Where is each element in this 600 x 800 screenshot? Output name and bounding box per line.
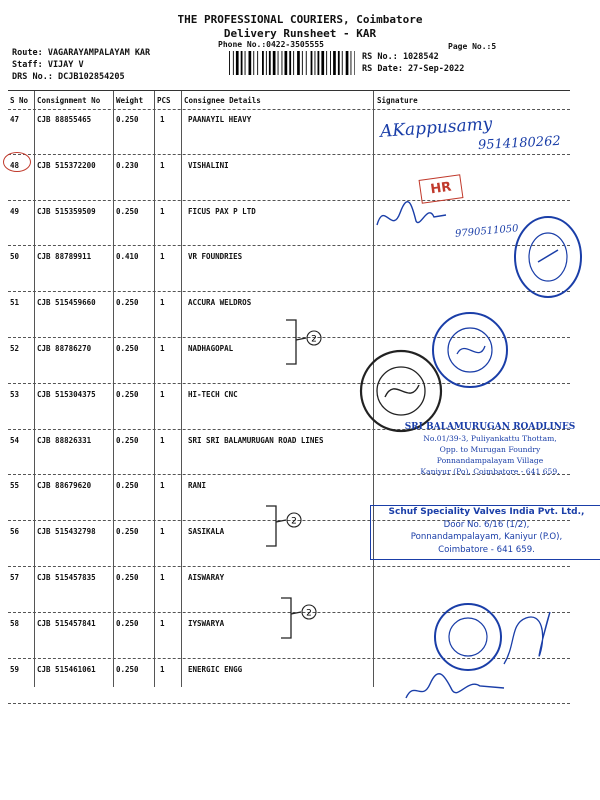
cell-consignee: IYSWARYA (188, 618, 225, 628)
cell-pcs: 1 (160, 344, 165, 353)
stamp-address-line: Ponnandampalayam Village (436, 456, 544, 465)
cell-consignment-no: CJB 88786270 (37, 344, 92, 353)
cell-weight: 0.250 (116, 573, 139, 582)
cell-sno: 59 (10, 664, 20, 674)
cell-consignment-no: CJB 515359509 (37, 206, 96, 216)
stamp-address-line: Opp. to Murugan Foundry (439, 445, 541, 454)
cell-consignment-no: CJB 88855465 (37, 115, 92, 124)
cell-pcs: 1 (160, 160, 165, 170)
cell-pcs: 1 (160, 389, 165, 399)
bracket-mark (262, 504, 312, 550)
bracket-mark (282, 318, 332, 368)
row-divider (8, 200, 570, 201)
cell-consignment-no: CJB 515457835 (37, 573, 96, 582)
cell-weight: 0.250 (116, 481, 139, 491)
cell-consignee: SASIKALA (188, 527, 225, 537)
cell-consignment-no: CJB 88679620 (37, 481, 92, 491)
cell-pcs: 1 (160, 435, 165, 445)
stamp-address-line: Coimbatore - 641 659. (438, 544, 535, 555)
vr-foundries-seal (512, 212, 584, 302)
table-top-border (8, 90, 570, 91)
cell-consignee: PAANAYIL HEAVY (188, 115, 252, 124)
cell-sno: 54 (10, 435, 20, 445)
cell-sno: 58 (10, 618, 20, 628)
bracket-count: 2 (311, 334, 317, 345)
cell-consignee: AISWARAY (188, 573, 225, 582)
signature-row-49 (372, 195, 452, 240)
runsheet-subtitle: Delivery Runsheet - KAR (223, 27, 377, 40)
cell-consignee: FICUS PAX P LTD (188, 206, 256, 216)
stamp-address-line: Kaniyur (Po), Coimbatore - 641 659. (420, 467, 560, 476)
column-header-consignment: Consignment No (37, 96, 101, 105)
cell-pcs: 1 (160, 252, 165, 262)
cell-pcs: 1 (160, 115, 165, 124)
bracket-mark (277, 596, 327, 642)
cell-weight: 0.250 (116, 618, 139, 628)
column-divider (113, 91, 114, 687)
cell-weight: 0.410 (116, 252, 139, 262)
runsheet-title: THE PROFESSIONAL COURIERS, Coimbatore (177, 13, 423, 26)
cell-consignee: VISHALINI (188, 160, 229, 170)
roadlines-address-stamp (380, 422, 600, 477)
cell-sno: 48 (10, 160, 20, 170)
schuf-address-stamp (370, 505, 600, 560)
cell-sno: 49 (10, 206, 20, 216)
cell-consignment-no: CJB 515459660 (37, 298, 96, 308)
row-divider (8, 245, 570, 246)
stamp-company-name: Schuf Speciality Valves India Pvt. Ltd., (388, 507, 585, 517)
column-header-consignee: Consignee Details (184, 96, 261, 105)
cell-weight: 0.250 (116, 344, 139, 353)
column-header-sno: S No (10, 96, 29, 105)
cell-sno: 55 (10, 481, 20, 491)
cell-sno: 50 (10, 252, 20, 262)
cell-consignment-no: CJB 515372200 (37, 160, 96, 170)
column-divider (181, 91, 182, 687)
cell-pcs: 1 (160, 527, 165, 537)
phone-handwritten-row-49: 9790511050 (454, 223, 519, 240)
cell-pcs: 1 (160, 664, 165, 674)
bracket-count: 2 (291, 516, 297, 527)
phone-handwritten-row-47: 9514180262 (477, 133, 562, 154)
cell-consignment-no: CJB 515304375 (37, 389, 96, 399)
cell-consignee: RANI (188, 481, 207, 491)
stamp-company-name: SRI BALAMURUGAN ROADLINES (404, 422, 576, 432)
cell-weight: 0.250 (116, 115, 139, 124)
row-divider (8, 154, 570, 155)
cell-consignee: ACCURA WELDROS (188, 298, 252, 308)
column-header-pcs: PCS (157, 96, 171, 105)
cell-pcs: 1 (160, 481, 165, 491)
circle-mark (3, 152, 31, 172)
cell-sno: 57 (10, 573, 20, 582)
cell-consignment-no: CJB 515457841 (37, 618, 96, 628)
cell-weight: 0.250 (116, 206, 139, 216)
staff-label: Staff: VIJAY V (12, 60, 84, 70)
cell-weight: 0.230 (116, 160, 139, 170)
drs-number: DRS No.: DCJB102854205 (12, 72, 125, 82)
cell-pcs: 1 (160, 573, 165, 582)
cell-pcs: 1 (160, 298, 165, 308)
column-divider (154, 91, 155, 687)
cell-consignment-no: CJB 88789911 (37, 252, 92, 262)
cell-sno: 52 (10, 344, 20, 353)
cell-consignee: ENERGIC ENGG (188, 664, 243, 674)
signature-row-47: AKappusamy (379, 114, 493, 142)
route-label: Route: VAGARAYAMPALAYAM KAR (12, 48, 151, 58)
cell-consignment-no: CJB 515432798 (37, 527, 96, 537)
cell-consignee: HI-TECH CNC (188, 389, 238, 399)
page-number: Page No.:5 (448, 42, 497, 51)
cell-weight: 0.250 (116, 298, 139, 308)
cell-weight: 0.250 (116, 435, 139, 445)
row-divider (8, 291, 570, 292)
cell-consignment-no: CJB 88826331 (37, 435, 92, 445)
rs-number: RS No.: 1028542 (362, 52, 439, 62)
column-header-weight: Weight (116, 96, 144, 105)
cell-consignee: VR FOUNDRIES (188, 252, 243, 262)
phone-number: Phone No.:0422-3505555 (218, 40, 324, 49)
column-divider (34, 91, 35, 687)
cell-sno: 53 (10, 389, 20, 399)
barcode-image (229, 51, 355, 75)
rs-date: RS Date: 27-Sep-2022 (362, 64, 465, 74)
cell-weight: 0.250 (116, 389, 139, 399)
cell-sno: 51 (10, 298, 20, 308)
cell-pcs: 1 (160, 618, 165, 628)
column-header-signature: Signature (377, 96, 418, 105)
hr-stamp: HR (419, 174, 464, 204)
cell-consignee: SRI SRI BALAMURUGAN ROAD LINES (188, 435, 324, 445)
initial-scribble (496, 604, 556, 674)
stamp-address-line: Ponnandampalayam, Kaniyur (P.O), (410, 532, 563, 542)
header-divider (8, 109, 570, 110)
bracket-count: 2 (306, 608, 312, 619)
schuf-round-seal (430, 588, 505, 686)
cell-sno: 56 (10, 527, 20, 537)
cell-sno: 47 (10, 115, 20, 124)
stamp-address-line: Door No. 6/16 (1/2), (443, 519, 530, 530)
cell-pcs: 1 (160, 206, 165, 216)
row-divider (8, 566, 570, 567)
cell-weight: 0.250 (116, 664, 139, 674)
stamp-address-line: No.01/39-3, Puliyankattu Thottam, (423, 434, 557, 443)
cell-consignment-no: CJB 515461061 (37, 664, 96, 674)
cell-consignee: NADHAGOPAL (188, 344, 234, 353)
cell-weight: 0.250 (116, 527, 139, 537)
